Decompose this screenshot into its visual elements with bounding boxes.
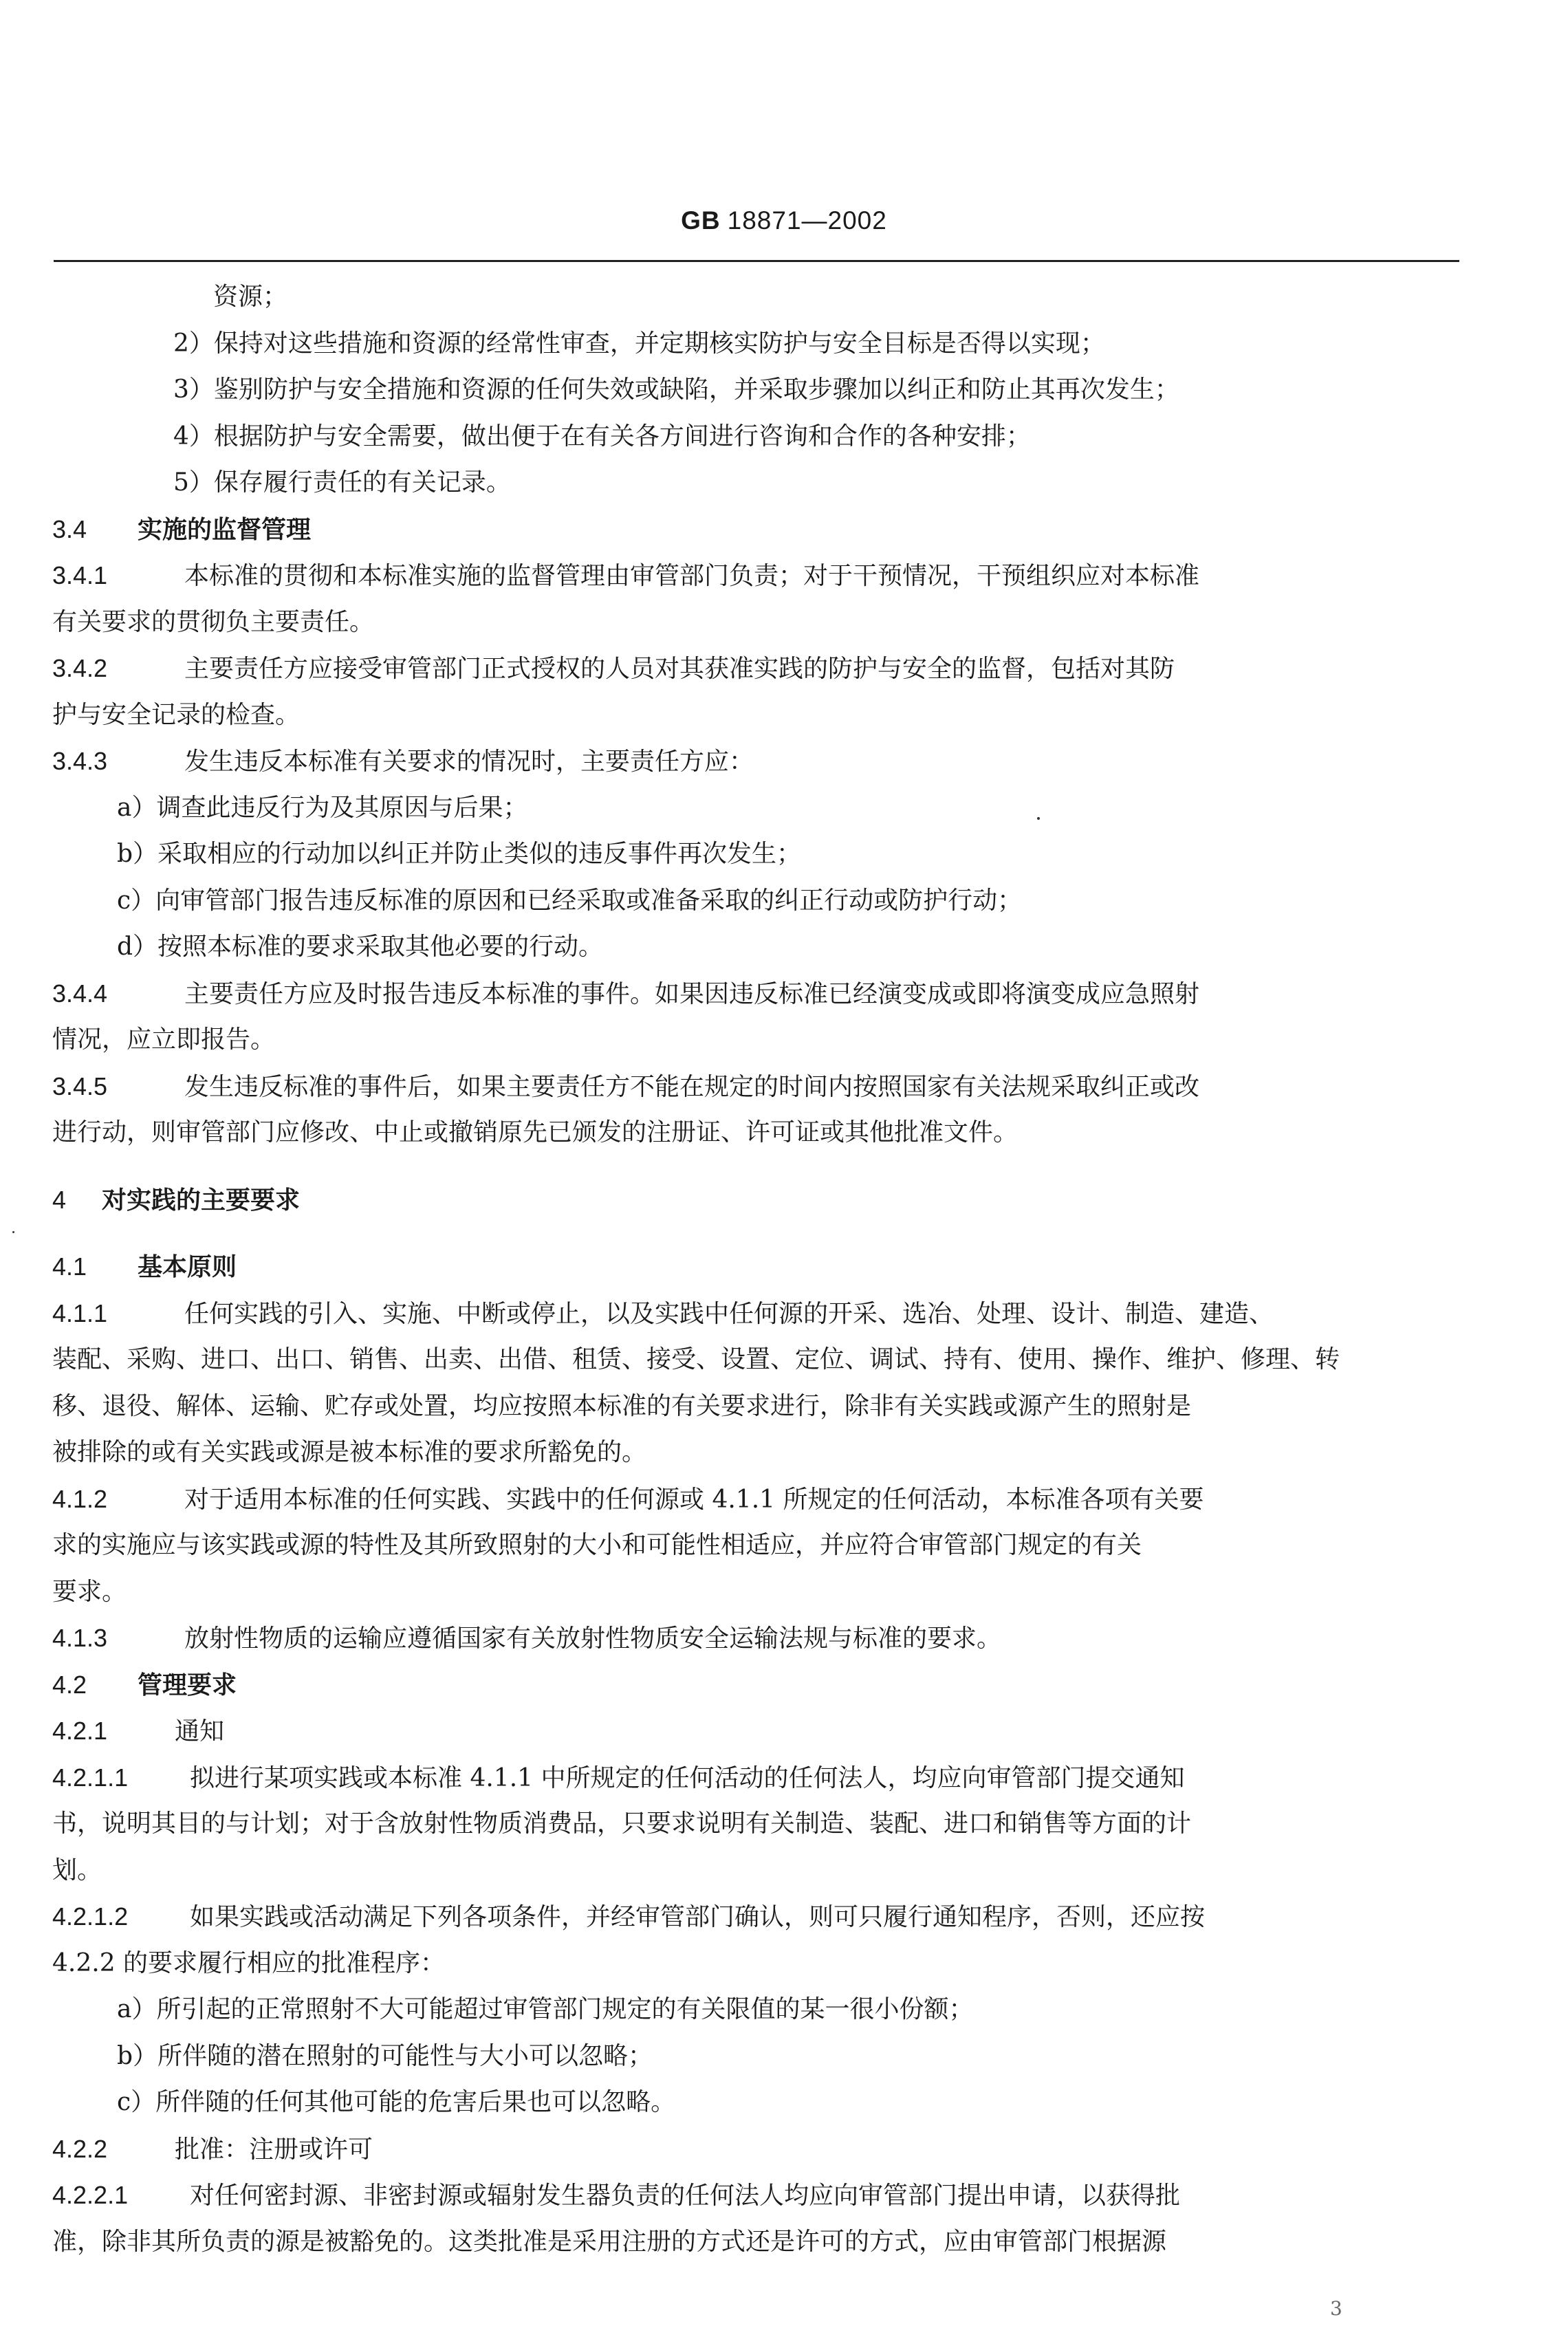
clause-number: 4.1.2 [52, 1484, 108, 1513]
line-text: 发生违反本标准有关要求的情况时，主要责任方应： [184, 748, 754, 776]
line-text: b）所伴随的潜在照射的可能性与大小可以忽略； [117, 2041, 653, 2070]
paragraph-line [52, 599, 1462, 646]
paragraph-line [52, 1940, 1462, 1987]
clause-line [52, 552, 1462, 599]
lettered-list-item [52, 831, 1462, 878]
line-text: 要求。 [52, 1577, 127, 1606]
line-text: 批准：注册或许可 [175, 2135, 373, 2164]
paragraph-line [52, 692, 1462, 739]
clause-number: 3.4 [52, 514, 87, 543]
line-text: d）按照本标准的要求采取其他必要的行动。 [117, 933, 604, 961]
lettered-list-item [52, 2033, 1462, 2080]
line-text: 护与安全记录的检查。 [52, 700, 301, 729]
scan-speck [12, 1231, 14, 1233]
line-text: 求的实施应与该实践或源的特性及其所致照射的大小和可能性相适应，并应符合审管部门规定的有关 [52, 1531, 1142, 1559]
line-text: 有关要求的贯彻负主要责任。 [52, 607, 375, 636]
line-text: 进行动，则审管部门应修改、中止或撤销原先已颁发的注册证、许可证或其他批准文件。 [52, 1118, 1019, 1146]
paragraph-line [52, 1336, 1462, 1383]
line-text: 本标准的贯彻和本标准实施的监督管理由审管部门负责；对于干预情况，干预组织应对本标准 [184, 562, 1200, 590]
paragraph-line [52, 2219, 1462, 2265]
clause-number: 4.2.2 [52, 2134, 108, 2163]
clause-line [52, 970, 1462, 1017]
line-text: 被排除的或有关实践或源是被本标准的要求所豁免的。 [52, 1438, 647, 1466]
paragraph-line [52, 1522, 1462, 1569]
clause-line [52, 645, 1462, 692]
line-text: 拟进行某项实践或本标准 4.1.1 中所规定的任何活动的任何法人，均应向审管部门提交通知 [190, 1763, 1185, 1792]
line-text: c）向审管部门报告违反标准的原因和已经采取或准备采取的纠正行动或防护行动； [117, 886, 1023, 915]
line-text: 移、退役、解体、运输、贮存或处置，均应按照本标准的有关要求进行，除非有关实践或源产生的照射是 [52, 1391, 1192, 1420]
section-heading [52, 1177, 1462, 1224]
document-body [52, 274, 1462, 2265]
clause-line [52, 1290, 1462, 1337]
clause-number: 4.1 [52, 1252, 87, 1281]
line-text: 任何实践的引入、实施、中断或停止，以及实践中任何源的开采、选冶、处理、设计、制造、建造、 [184, 1299, 1274, 1328]
clause-line [52, 2172, 1462, 2219]
list-continuation [52, 274, 1462, 320]
clause-line [52, 1754, 1462, 1801]
line-text: 对任何密封源、非密封源或辐射发生器负责的任何法人均应向审管部门提出申请，以获得批 [190, 2182, 1181, 2210]
line-text: 如果实践或活动满足下列各项条件，并经审管部门确认，则可只履行通知程序，否则，还应按 [190, 1903, 1206, 1931]
line-text: 3）鉴别防护与安全措施和资源的任何失效或缺陷，并采取步骤加以纠正和防止其再次发生； [173, 376, 1179, 404]
line-text: 4.2.2 的要求履行相应的批准程序： [52, 1948, 446, 1977]
paragraph-line [52, 1569, 1462, 1616]
line-text: 主要责任方应接受审管部门正式授权的人员对其获准实践的防护与安全的监督，包括对其防 [184, 655, 1175, 683]
clause-number: 4.1.1 [52, 1298, 108, 1327]
clause-number: 3.4.1 [52, 561, 108, 589]
clause-number: 4.2 [52, 1670, 87, 1699]
section-heading [52, 1243, 1462, 1290]
line-text: 划。 [52, 1856, 102, 1884]
line-text: c）所伴随的任何其他可能的危害后果也可以忽略。 [117, 2088, 676, 2116]
section-heading [52, 506, 1462, 553]
line-text: 资源； [213, 283, 288, 311]
line-text: 2）保持对这些措施和资源的经常性审查，并定期核实防护与安全目标是否得以实现； [173, 329, 1105, 358]
clause-line [52, 1476, 1462, 1523]
lettered-list-item [52, 878, 1462, 924]
clause-number: 4.2.1.2 [52, 1902, 129, 1931]
numbered-list-item [52, 459, 1462, 506]
lettered-list-item [52, 1986, 1462, 2033]
clause-number: 4.2.2.1 [52, 2181, 129, 2209]
line-text: 4）根据防护与安全需要，做出便于在有关各方间进行咨询和合作的各种安排； [173, 422, 1031, 450]
line-text: b）采取相应的行动加以纠正并防止类似的违反事件再次发生； [117, 840, 802, 868]
numbered-list-item [52, 367, 1462, 413]
lettered-list-item [52, 924, 1462, 970]
clause-number: 4.2.1 [52, 1717, 108, 1745]
clause-number: 3.4.5 [52, 1072, 108, 1100]
paragraph-line [52, 1017, 1462, 1063]
line-text: 准，除非其所负责的源是被豁免的。这类批准是采用注册的方式还是许可的方式，应由审管部门根据源 [52, 2227, 1167, 2256]
section-gap [52, 1223, 1462, 1243]
line-text: 发生违反标准的事件后，如果主要责任方不能在规定的时间内按照国家有关法规采取纠正或改 [184, 1072, 1200, 1101]
paragraph-line [52, 1801, 1462, 1847]
clause-line [52, 1708, 1462, 1754]
line-text: a）所引起的正常照射不大可能超过审管部门规定的有关限值的某一很小份额； [117, 1995, 974, 2023]
paragraph-line [52, 1847, 1462, 1894]
line-text: 放射性物质的运输应遵循国家有关放射性物质安全运输法规与标准的要求。 [184, 1624, 1002, 1653]
clause-number: 3.4.4 [52, 979, 108, 1008]
lettered-list-item [52, 2079, 1462, 2126]
clause-line [52, 738, 1462, 785]
heading-text: 实施的监督管理 [138, 514, 312, 544]
line-text: 书，说明其目的与计划；对于含放射性物质消费品，只要求说明有关制造、装配、进口和销售等方面的计 [52, 1809, 1192, 1838]
paragraph-line [52, 1109, 1462, 1156]
scan-speck [1037, 817, 1040, 820]
clause-number: 4.2.1.1 [52, 1763, 129, 1792]
section-heading [52, 1662, 1462, 1708]
numbered-list-item [52, 413, 1462, 460]
clause-number: 4 [52, 1185, 67, 1214]
clause-line [52, 1615, 1462, 1662]
standard-number: 18871—2002 [727, 206, 887, 235]
clause-number: 4.1.3 [52, 1624, 108, 1652]
header-rule [54, 260, 1459, 262]
section-gap [52, 1156, 1462, 1177]
page-header [0, 206, 1568, 235]
heading-text: 管理要求 [138, 1670, 237, 1699]
line-text: 装配、采购、进口、出口、销售、出卖、出借、租赁、接受、设置、定位、调试、持有、使用、操作、维护、修理、转 [52, 1345, 1340, 1373]
line-text: 5）保存履行责任的有关记录。 [173, 468, 511, 497]
standard-code: GB [681, 206, 721, 235]
paragraph-line [52, 1429, 1462, 1476]
line-text: 主要责任方应及时报告违反本标准的事件。如果因违反标准已经演变成或即将演变成应急照射 [184, 979, 1200, 1008]
line-text: 对于适用本标准的任何实践、实践中的任何源或 4.1.1 所规定的任何活动，本标准各项有关要 [184, 1485, 1204, 1514]
page-number: 3 [1330, 2297, 1342, 2320]
clause-number: 3.4.3 [52, 747, 108, 775]
clause-line [52, 1063, 1462, 1110]
paragraph-line [52, 1383, 1462, 1430]
lettered-list-item [52, 785, 1462, 831]
clause-line [52, 2126, 1462, 2173]
line-text: a）调查此违反行为及其原因与后果； [117, 793, 528, 822]
line-text: 通知 [175, 1717, 225, 1746]
heading-text: 对实践的主要要求 [102, 1185, 301, 1215]
clause-number: 3.4.2 [52, 654, 108, 682]
heading-text: 基本原则 [138, 1252, 237, 1281]
numbered-list-item [52, 320, 1462, 367]
line-text: 情况，应立即报告。 [52, 1025, 276, 1054]
clause-line [52, 1893, 1462, 1940]
